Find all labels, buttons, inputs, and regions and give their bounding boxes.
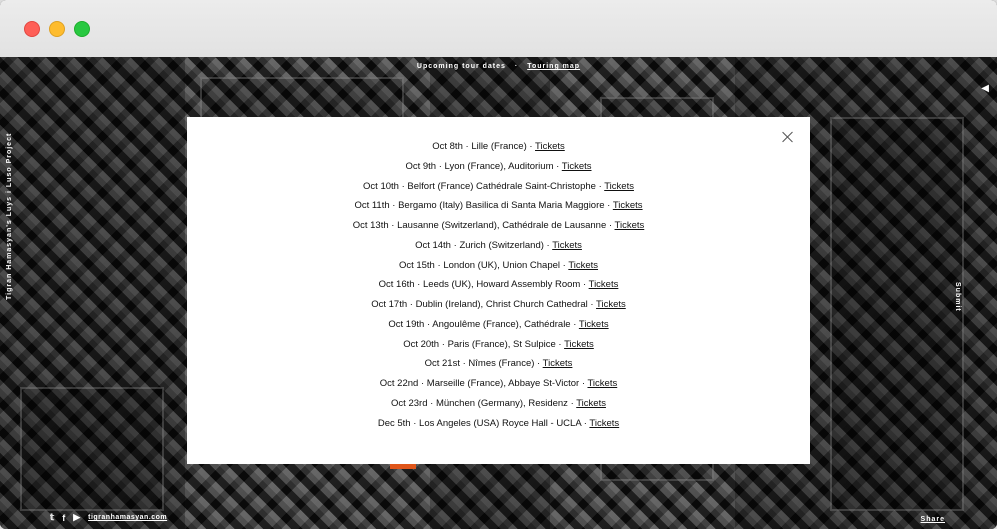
tour-date-row xyxy=(187,161,810,181)
tour-date: Oct 9th xyxy=(405,160,437,172)
separator-dot: · xyxy=(543,239,553,251)
tour-date: Oct 22nd xyxy=(379,378,419,389)
tour-date-row xyxy=(187,200,810,220)
tour-date-row xyxy=(187,220,810,240)
tour-dates-modal xyxy=(187,117,810,464)
tour-venue: Zurich (Switzerland) xyxy=(459,239,544,251)
maximize-window-button[interactable] xyxy=(74,21,90,37)
separator-dot: · xyxy=(560,259,569,271)
top-nav xyxy=(0,63,997,70)
tickets-link[interactable]: Tickets xyxy=(588,279,619,291)
separator-dot: · xyxy=(570,318,579,330)
tickets-link[interactable]: Tickets xyxy=(535,141,565,152)
tickets-link[interactable]: Tickets xyxy=(596,299,626,310)
tour-date: Oct 16th xyxy=(378,279,415,291)
separator-dot: · xyxy=(555,338,565,350)
tickets-link[interactable]: Tickets xyxy=(561,160,592,172)
separator-dot: · xyxy=(418,378,427,389)
title-bar xyxy=(0,0,997,58)
tickets-link[interactable]: Tickets xyxy=(587,378,618,389)
tickets-link[interactable]: Tickets xyxy=(589,417,620,429)
tour-venue: Lausanne (Switzerland), Cathédrale de Lausanne xyxy=(397,220,607,231)
tour-venue: Belfort (France) Cathédrale Saint-Christophe xyxy=(407,180,596,192)
close-window-button[interactable] xyxy=(24,21,40,37)
tickets-link[interactable]: Tickets xyxy=(576,397,606,409)
separator-dot: · xyxy=(595,180,605,192)
separator-dot: · xyxy=(407,299,416,310)
separator-dot: · xyxy=(398,180,408,192)
social-footer xyxy=(50,512,167,523)
separator-dot: · xyxy=(439,338,448,350)
tickets-link[interactable]: Tickets xyxy=(612,200,643,212)
tickets-link[interactable]: Tickets xyxy=(578,318,609,330)
separator-dot: · xyxy=(580,279,589,291)
tour-date-row xyxy=(187,319,810,339)
tickets-link[interactable]: Tickets xyxy=(614,220,645,231)
tour-venue: München (Germany), Residenz xyxy=(435,397,568,409)
tour-date-row xyxy=(187,398,810,418)
share-link[interactable]: Share xyxy=(920,516,945,523)
vertical-site-title: Tigran Hamasyan's Luys i Luso Project xyxy=(6,132,13,300)
tour-date: Oct 8th xyxy=(432,141,463,152)
nav-touring-map[interactable]: Touring map xyxy=(527,63,581,70)
tour-venue: Paris (France), St Sulpice xyxy=(447,338,556,350)
separator-dot: · xyxy=(579,378,588,389)
tickets-link[interactable]: Tickets xyxy=(568,259,599,271)
separator-dot: · xyxy=(587,299,597,310)
tour-date-row xyxy=(187,181,810,201)
tour-venue: Los Angeles (USA) Royce Hall - UCLA xyxy=(419,417,582,429)
tour-venue: Marseille (France), Abbaye St-Victor xyxy=(426,378,580,389)
separator-dot: · xyxy=(424,318,433,330)
tour-venue: London (UK), Union Chapel xyxy=(443,259,561,271)
separator-dot: · xyxy=(553,160,562,172)
tickets-link[interactable]: Tickets xyxy=(564,338,594,350)
tour-date-row xyxy=(187,418,810,438)
tour-venue: Leeds (UK), Howard Assembly Room xyxy=(423,279,581,291)
tour-dates-list xyxy=(187,141,810,437)
separator-dot: · xyxy=(567,397,577,409)
tour-venue: Dublin (Ireland), Christ Church Cathedral xyxy=(415,299,588,310)
tour-venue: Lyon (France), Auditorium xyxy=(444,160,554,172)
tour-date: Oct 20th xyxy=(403,338,440,350)
separator-dot: · xyxy=(606,220,615,231)
tickets-link[interactable]: Tickets xyxy=(604,180,634,192)
separator-dot: · xyxy=(462,141,472,152)
separator-dot: · xyxy=(526,141,536,152)
tour-date: Oct 10th xyxy=(363,180,399,192)
tour-date-row xyxy=(187,339,810,359)
nav-separator: · xyxy=(514,63,519,70)
background-panel xyxy=(830,117,964,511)
separator-dot: · xyxy=(434,259,444,271)
tour-date-row xyxy=(187,299,810,319)
tour-venue: Angoulême (France), Cathédrale xyxy=(432,318,571,330)
tour-date-row xyxy=(187,378,810,398)
separator-dot: · xyxy=(459,358,469,370)
tickets-link[interactable]: Tickets xyxy=(552,239,582,251)
nav-upcoming-tour-dates[interactable]: Upcoming tour dates xyxy=(416,63,506,70)
tour-date-row xyxy=(187,240,810,260)
collapse-arrow-icon[interactable]: ◀ xyxy=(981,83,989,94)
tour-date-row xyxy=(187,279,810,299)
tour-venue: Bergamo (Italy) Basilica di Santa Maria Maggiore xyxy=(398,200,605,212)
youtube-icon[interactable]: ▶ xyxy=(73,512,81,522)
tour-date: Oct 13th xyxy=(352,220,389,231)
tour-date-row xyxy=(187,260,810,280)
website-link[interactable]: tigranhamasyan.com xyxy=(88,514,168,521)
tour-date: Oct 15th xyxy=(398,259,435,271)
separator-dot: · xyxy=(581,417,590,429)
separator-dot: · xyxy=(427,397,436,409)
minimize-window-button[interactable] xyxy=(49,21,65,37)
separator-dot: · xyxy=(450,239,460,251)
tour-date: Oct 14th xyxy=(415,239,451,251)
tour-date-row xyxy=(187,141,810,161)
separator-dot: · xyxy=(604,200,613,212)
separator-dot: · xyxy=(436,160,445,172)
separator-dot: · xyxy=(410,417,420,429)
tickets-link[interactable]: Tickets xyxy=(542,358,573,370)
tour-date: Dec 5th xyxy=(377,417,411,429)
background-panel xyxy=(20,387,164,511)
vertical-submit-label[interactable]: Submit xyxy=(954,282,962,312)
tour-venue: Nîmes (France) xyxy=(468,358,535,370)
tour-date: Oct 11th xyxy=(354,200,390,212)
facebook-icon[interactable]: f xyxy=(62,512,66,523)
tour-date-row xyxy=(187,358,810,378)
twitter-icon[interactable]: 𝕥 xyxy=(50,512,55,522)
separator-dot: · xyxy=(534,358,543,370)
separator-dot: · xyxy=(389,200,399,212)
tour-date: Oct 23rd xyxy=(391,397,428,409)
tour-venue: Lille (France) xyxy=(471,141,527,152)
separator-dot: · xyxy=(414,279,423,291)
tour-date: Oct 19th xyxy=(388,318,425,330)
tour-date: Oct 17th xyxy=(371,299,408,310)
separator-dot: · xyxy=(388,220,398,231)
tour-date: Oct 21st xyxy=(424,358,460,370)
